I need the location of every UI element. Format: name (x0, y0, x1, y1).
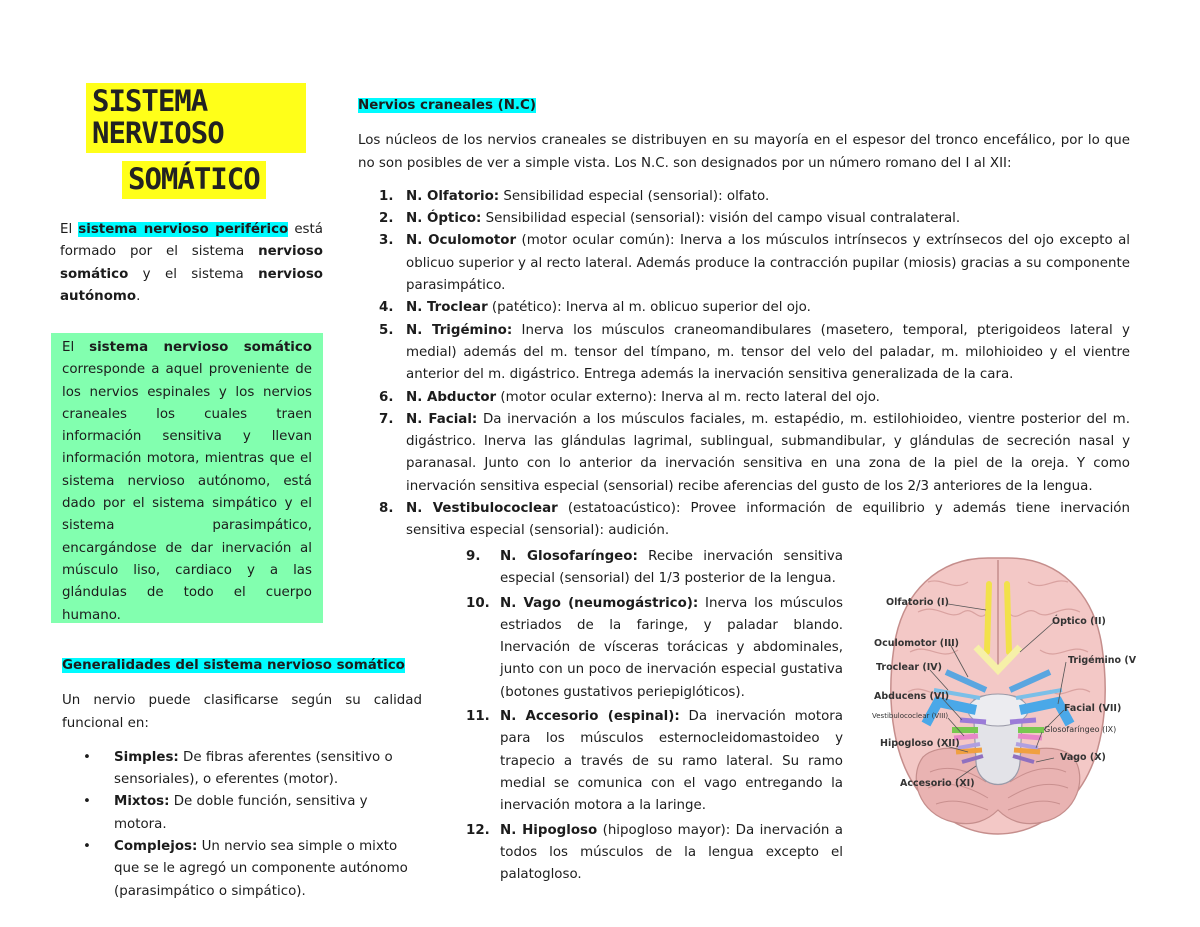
cranial-nerves-section (358, 95, 1130, 543)
nerve-item (358, 387, 1130, 409)
nerve-text: (estatoacústico): Provee información de equilibrio y además tiene inervación sensitiva especial (sensorial): audición. (406, 501, 1130, 539)
nerve-item (358, 409, 1130, 498)
nerve-text: (motor ocular externo): Inerva al m. recto lateral del ojo. (496, 389, 880, 405)
nerve-name: N. Troclear (406, 300, 488, 316)
nerve-name: N. Facial: (406, 411, 478, 427)
item-term: Mixtos: (114, 794, 170, 810)
cranial-nerve-list (358, 186, 1130, 543)
generalidades-intro: Un nervio puede clasificarse según su calidad funcional en: (62, 693, 422, 731)
intro-text: . (136, 288, 141, 304)
nerve-name: N. Óptico: (406, 211, 482, 227)
item-term: Complejos: (114, 839, 198, 855)
nerve-number: 6. (379, 389, 394, 405)
nerve-text: (patético): Inerva al m. oblicuo superior del ojo. (487, 300, 811, 316)
nerve-number: 2. (379, 211, 394, 227)
intro-paragraph (60, 219, 323, 308)
somatic-definition-box (51, 333, 323, 623)
nerve-item (358, 320, 1130, 387)
brain-base-illustration (868, 552, 1137, 842)
intro-highlight: sistema nervioso periférico (78, 222, 289, 237)
nerve-name: N. Trigémino: (406, 322, 513, 338)
list-item (58, 747, 422, 792)
label-accesorio: Accesorio (XI) (900, 778, 975, 789)
nerve-text: (motor ocular común): Inerva a los músculos intrínsecos y extrínsecos del ojo excepto al oblicuo superior y al recto lateral. Además produce la contracción pupilar (miosis) gracias a su componente parasimpático. (406, 233, 1130, 294)
nerve-name: N. Accesorio (espinal): (500, 709, 680, 725)
nerve-number: 9. (466, 549, 481, 564)
label-optico: Óptico (II) (1052, 616, 1106, 627)
generalidades-section (62, 655, 422, 903)
nerve-item (466, 820, 843, 887)
nerve-number: 3. (379, 233, 394, 249)
nerve-text: Recibe inervación sensitiva especial (sensorial) del 1/3 posterior de la lengua. (500, 549, 844, 587)
item-text: De fibras aferentes (sensitivo o sensoriales), o eferentes (motor). (114, 749, 393, 788)
label-trigemino: Trigémino (V (1068, 655, 1137, 666)
label-abducens: Abducens (VI) (874, 691, 950, 702)
label-glosofaringeo: Glosofaríngeo (IX) (1044, 725, 1117, 734)
label-vestibulococlear: Vestibulococlear (VIII) (872, 712, 949, 720)
label-troclear: Troclear (IV) (876, 662, 942, 673)
item-text: Un nervio sea simple o mixto que se le agregó un componente autónomo (parasimpático o simpático). (114, 839, 408, 899)
nerve-name: N. Oculomotor (406, 233, 517, 249)
label-facial: Facial (VII) (1064, 703, 1122, 714)
nerve-number: 7. (379, 411, 394, 427)
greenbox-bold: sistema nervioso somático (89, 340, 312, 355)
nerve-item (466, 593, 843, 704)
nerve-number: 12. (466, 822, 490, 838)
cranial-intro: Los núcleos de los nervios craneales se distribuyen en su mayoría en el espesor del tronco encefálico, por lo que no son posibles de ver a simple vista. Los N.C. son designados por un número romano del I al XII: (358, 133, 1130, 171)
nerve-text: Da inervación a los músculos faciales, m. estapédio, m. estilohioideo, vientre posterior del m. digástrico. Inerva las glándulas lagrimal, sublingual, submandibular, y glándulas de secreción nasal y paranasal. Junto con lo anterior da inervación sensitiva en una zona de la piel de la oreja. Y como inervación sensitiva especial (sensorial) recibe aferencias del gusto de los 2/3 anteriores de la lengua. (406, 411, 1130, 494)
cranial-heading: Nervios craneales (N.C) (358, 98, 536, 113)
generalidades-heading: Generalidades del sistema nervioso somático (62, 658, 405, 673)
nerve-name: N. Olfatorio: (406, 188, 500, 204)
list-item (58, 791, 422, 836)
nerve-text: Inerva los músculos estriados de la faringe, y paladar blando. Inervación de vísceras torácicas y abdominales, junto con un poco de inervación especial gustativa (botones gustativos periepiglóticos). (500, 595, 843, 700)
bullet-icon: • (83, 749, 91, 765)
bullet-icon: • (83, 794, 91, 810)
nerve-item (358, 186, 1130, 208)
intro-text: El (60, 222, 73, 237)
nerve-number: 5. (379, 322, 394, 338)
cranial-nerves-continued (466, 546, 843, 886)
intro-text: y el sistema (142, 266, 244, 282)
nerve-item (358, 208, 1130, 230)
nerve-number: 11. (466, 709, 490, 725)
nerve-name: N. Vago (neumogástrico): (500, 595, 699, 611)
page-title (86, 83, 306, 199)
classification-list (58, 747, 422, 903)
nerve-text: Sensibilidad especial (sensorial): olfato. (499, 188, 770, 204)
nerve-name: N. Hipogloso (500, 822, 598, 838)
label-oculomotor: Oculomotor (III) (874, 638, 960, 649)
intro-text: está formado por el sistema (60, 222, 323, 260)
nerve-item (358, 230, 1130, 297)
nerve-text: (hipogloso mayor): Da inervación a todos los músculos de la lengua excepto el palatogloso. (500, 822, 843, 883)
item-text: De doble función, sensitiva y motora. (114, 794, 368, 832)
nerve-name: N. Vestibulococlear (406, 501, 558, 517)
list-item (58, 836, 422, 903)
nerve-item (466, 546, 843, 591)
intro-bold: nervioso autónomo (60, 266, 323, 304)
nerve-item (358, 297, 1130, 319)
nerve-number: 10. (466, 595, 490, 611)
nerve-number: 8. (379, 501, 394, 517)
nerve-number: 4. (379, 300, 394, 316)
nerve-name: N. Abductor (406, 389, 497, 405)
nerve-name: N. Glosofaríngeo: (500, 549, 638, 564)
title-line-1: SISTEMA NERVIOSO (86, 83, 306, 153)
label-olfatorio: Olfatorio (I) (886, 597, 949, 608)
label-vago: Vago (X) (1060, 752, 1106, 763)
item-term: Simples: (114, 749, 179, 765)
nerve-item (466, 706, 843, 817)
cranial-nerve-list-2 (466, 546, 843, 886)
label-hipogloso: Hipogloso (XII) (880, 738, 960, 749)
bullet-icon: • (83, 839, 91, 855)
nerve-text: Da inervación motora para los músculos esternocleidomastoideo y trapecio a través de su ramo lateral. Su ramo medial se comunica con el vago entregando la inervación motora a la laringe. (500, 709, 843, 814)
nerve-text: Sensibilidad especial (sensorial): visión del campo visual contralateral. (481, 211, 961, 227)
greenbox-text: corresponde a aquel proveniente de los nervios espinales y los nervios craneales los cuales traen información sensitiva y llevan información motora, mientras que el sistema nervioso autónomo, está dado por el sistema simpático y el sistema parasimpático, encargándose de dar inervación al músculo liso, cardiaco y a las glándulas de todo el cuerpo humano. (62, 362, 312, 623)
greenbox-text: El (62, 340, 75, 355)
intro-bold: nervioso somático (60, 244, 323, 282)
nerve-item (358, 498, 1130, 543)
title-line-2: SOMÁTICO (122, 161, 266, 199)
nerve-number: 1. (379, 188, 394, 204)
nerve-text: Inerva los músculos craneomandibulares (masetero, temporal, pterigoideos lateral y medial) además del m. tensor del tímpano, m. tensor del velo del paladar, m. milohioideo y el vientre anterior del m. digástrico. Entrega además la inervación sensitiva generalizada de la cara. (406, 322, 1130, 383)
